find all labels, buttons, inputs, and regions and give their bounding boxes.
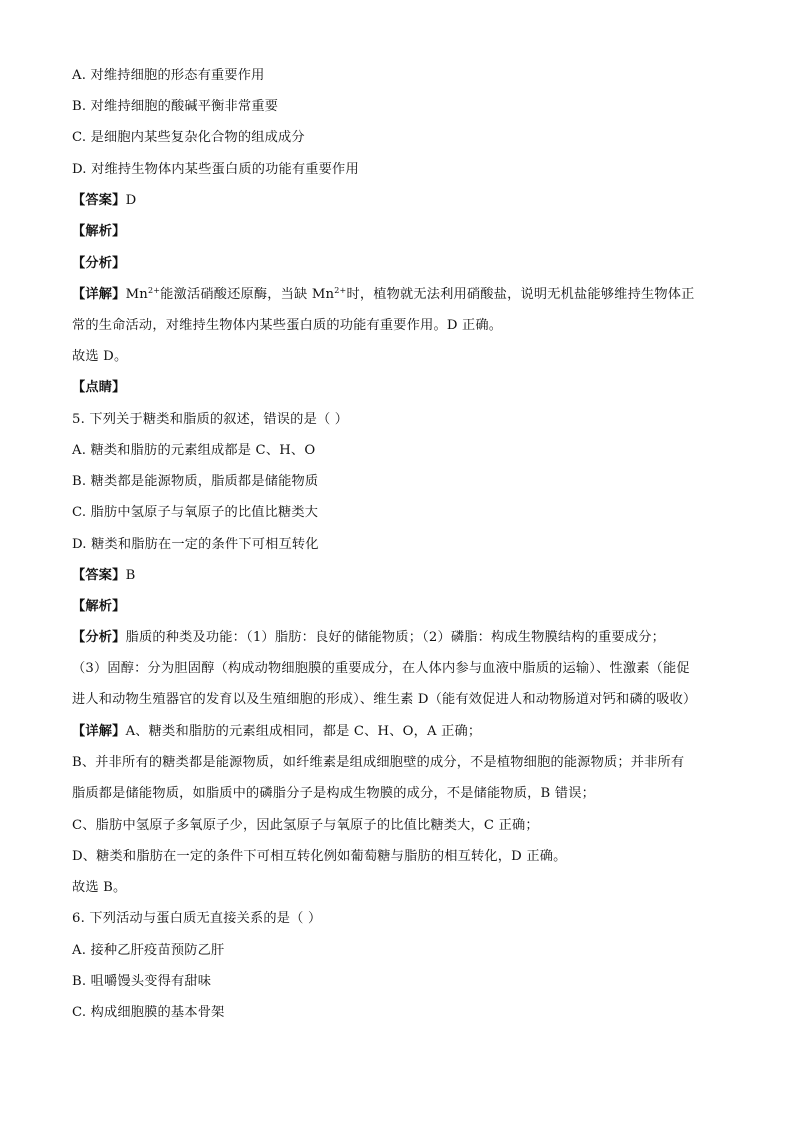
q5-stem: 5. 下列关于糖类和脂质的叙述，错误的是（ ） xyxy=(72,412,349,427)
q6-option-c: C. 构成细胞膜的基本骨架 xyxy=(72,1005,225,1020)
q4-option-b: B. 对维持细胞的酸碱平衡非常重要 xyxy=(72,99,279,114)
q4-dianjing-tag: 【点睛】 xyxy=(72,380,126,395)
q6-stem: 6. 下列活动与蛋白质无直接关系的是（ ） xyxy=(72,911,322,926)
q5-fenxi-line-2: （3）固醇：分为胆固醇（构成动物细胞膜的重要成分，在人体内参与血液中脂质的运输）、性激素（能促 xyxy=(72,661,690,676)
q6-option-b: B. 咀嚼馒头变得有甜味 xyxy=(72,974,212,989)
q5-detail-line-3: 脂质都是储能物质，如脂质中的磷脂分子是构成生物膜的成分，不是储能物质，B 错误； xyxy=(72,786,596,801)
q4-option-d: D. 对维持生物体内某些蛋白质的功能有重要作用 xyxy=(72,162,359,177)
q5-detail-line-5: D、糖类和脂肪在一定的条件下可相互转化例如葡萄糖与脂肪的相互转化，D 正确。 xyxy=(72,849,567,864)
q5-answer xyxy=(72,566,732,586)
q5-option-d: D. 糖类和脂肪在一定的条件下可相互转化 xyxy=(72,537,319,552)
answer-value: B xyxy=(125,568,136,583)
q5-option-c: C. 脂肪中氢原子与氧原子的比值比糖类大 xyxy=(72,505,319,520)
q4-conclusion: 故选 D。 xyxy=(72,349,128,364)
q4-detail-line-1 xyxy=(72,285,732,305)
detail-text: 能激活硝酸还原酶，当缺 Mn xyxy=(160,287,335,302)
q5-detail-line-4: C、脂肪中氢原子多氧原子少，因此氢原子与氧原子的比值比糖类大，C 正确； xyxy=(72,818,539,833)
q4-detail-line-2: 常的生命活动，对维持生物体内某些蛋白质的功能有重要作用。D 正确。 xyxy=(72,318,503,333)
answer-tag: 【答案】 xyxy=(72,193,126,208)
mn-text: Mn xyxy=(125,287,148,302)
answer-tag: 【答案】 xyxy=(72,568,126,583)
q5-detail-line-1 xyxy=(72,722,732,742)
q6-option-a: A. 接种乙肝疫苗预防乙肝 xyxy=(72,943,225,958)
q5-option-a: A. 糖类和脂肪的元素组成都是 C、H、O xyxy=(72,443,316,458)
q5-fenxi-line-3: 进人和动物生殖器官的发育以及生殖细胞的形成）、维生素 D（能有效促进人和动物肠道对钙和磷的吸收） xyxy=(72,692,697,707)
fenxi-tag: 【分析】 xyxy=(72,630,126,645)
superscript: 2+ xyxy=(147,286,161,295)
fenxi-text: 脂质的种类及功能：（1）脂肪：良好的储能物质；（2）磷脂：构成生物膜结构的重要成分； xyxy=(125,630,666,645)
q5-option-b: B. 糖类都是能源物质，脂质都是储能物质 xyxy=(72,474,319,489)
detail-text: 时，植物就无法利用硝酸盐，说明无机盐能够维持生物体正 xyxy=(346,287,695,302)
q5-detail-line-2: B、并非所有的糖类都是能源物质，如纤维素是组成细胞壁的成分，不是植物细胞的能源物质；并非所有 xyxy=(72,755,685,770)
detail-text: A、糖类和脂肪的元素组成相同，都是 C、H、O，A 正确； xyxy=(125,724,482,739)
superscript: 2+ xyxy=(334,286,347,295)
q5-conclusion: 故选 B。 xyxy=(72,880,127,895)
answer-value: D xyxy=(125,193,137,208)
q4-analysis-tag: 【解析】 xyxy=(72,224,126,239)
detail-tag: 【详解】 xyxy=(72,287,126,302)
q5-fenxi-line-1 xyxy=(72,628,732,648)
q4-option-a: A. 对维持细胞的形态有重要作用 xyxy=(72,68,265,83)
detail-tag: 【详解】 xyxy=(72,724,126,739)
q5-analysis-tag: 【解析】 xyxy=(72,599,126,614)
q4-answer xyxy=(72,191,732,211)
q4-option-c: C. 是细胞内某些复杂化合物的组成成分 xyxy=(72,130,305,145)
q4-fenxi-tag: 【分析】 xyxy=(72,256,126,271)
